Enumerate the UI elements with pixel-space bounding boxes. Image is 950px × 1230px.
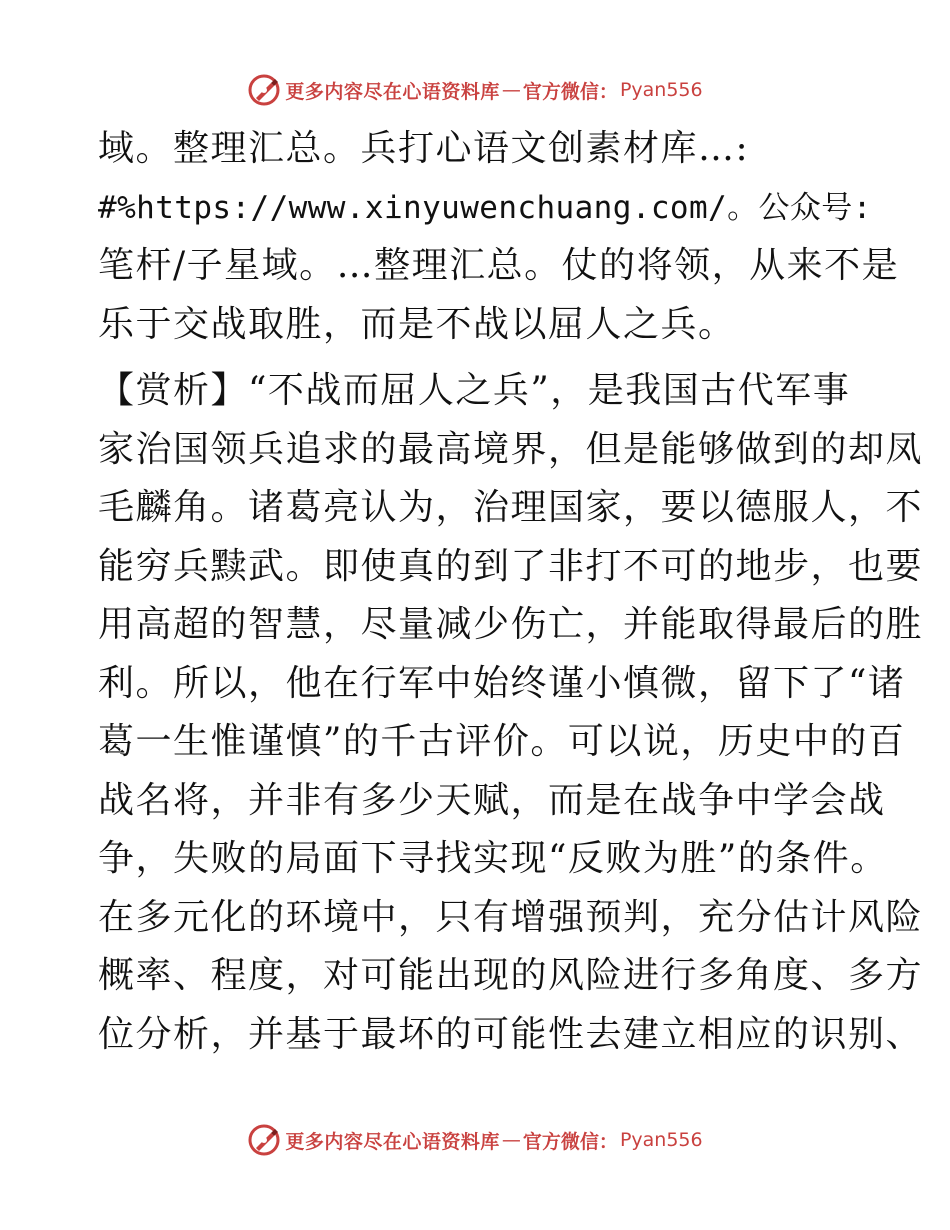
header-banner [0,72,950,108]
text-line: 能穷兵黩武。即使真的到了非打不可的地步，也要 [98,545,924,587]
document-body [98,120,924,1064]
text-line: 争，失败的局面下寻找实现“反败为胜”的条件。 [98,838,888,879]
banner-title: 更多内容尽在心语资料库 [285,1130,500,1153]
text-line-url: #%https://www.xinyuwenchuang.com/。公众号: [98,189,872,226]
text-line: 概率、程度，对可能出现的风险进行多角度、多方 [98,955,924,996]
pen-logo-icon [247,73,281,107]
banner-dash: — [501,1129,521,1151]
text-line: 葛一生惟谨慎”的千古评价。可以说，历史中的百 [98,721,906,762]
banner-wechat-id: Pyan556 [619,79,703,101]
text-line: 战名将，并非有多少天赋，而是在战争中学会战 [98,779,886,821]
text-line: 乐于交战取胜，而是不战以屈人之兵。 [98,303,736,345]
text-line: 【赏析】“不战而屈人之兵”，是我国古代军事 [98,370,851,411]
text-line: 家治国领兵追求的最高境界，但是能够做到的却凤 [98,428,924,470]
text-line: 利。所以，他在行军中始终谨小慎微，留下了“诸 [98,662,906,704]
banner-wechat-id: Pyan556 [619,1129,703,1151]
paragraph-gap [98,354,858,362]
paragraph-1 [98,120,900,354]
banner-title: 更多内容尽在心语资料库 [285,80,500,103]
text-line: 在多元化的环境中，只有增强预判，充分估计风险 [98,896,924,938]
footer-banner [0,1122,950,1158]
text-line: 笔杆/子星域。…整理汇总。仗的将领，从来不是 [98,245,900,286]
text-line: 域。整理汇总。兵打心语文创素材库…: [98,128,750,169]
banner-dash: — [501,79,521,101]
text-line: 毛麟角。诸葛亮认为，治理国家，要以德服人，不 [98,487,924,528]
paragraph-2 [98,362,924,1064]
text-line: 用高超的智慧，尽量减少伤亡，并能取得最后的胜 [98,604,924,645]
banner-wechat-label: 官方微信： [522,1130,618,1153]
banner-wechat-label: 官方微信： [522,80,618,103]
text-line: 位分析，并基于最坏的可能性去建立相应的识别、 [98,1013,924,1055]
pen-logo-icon [247,1123,281,1157]
